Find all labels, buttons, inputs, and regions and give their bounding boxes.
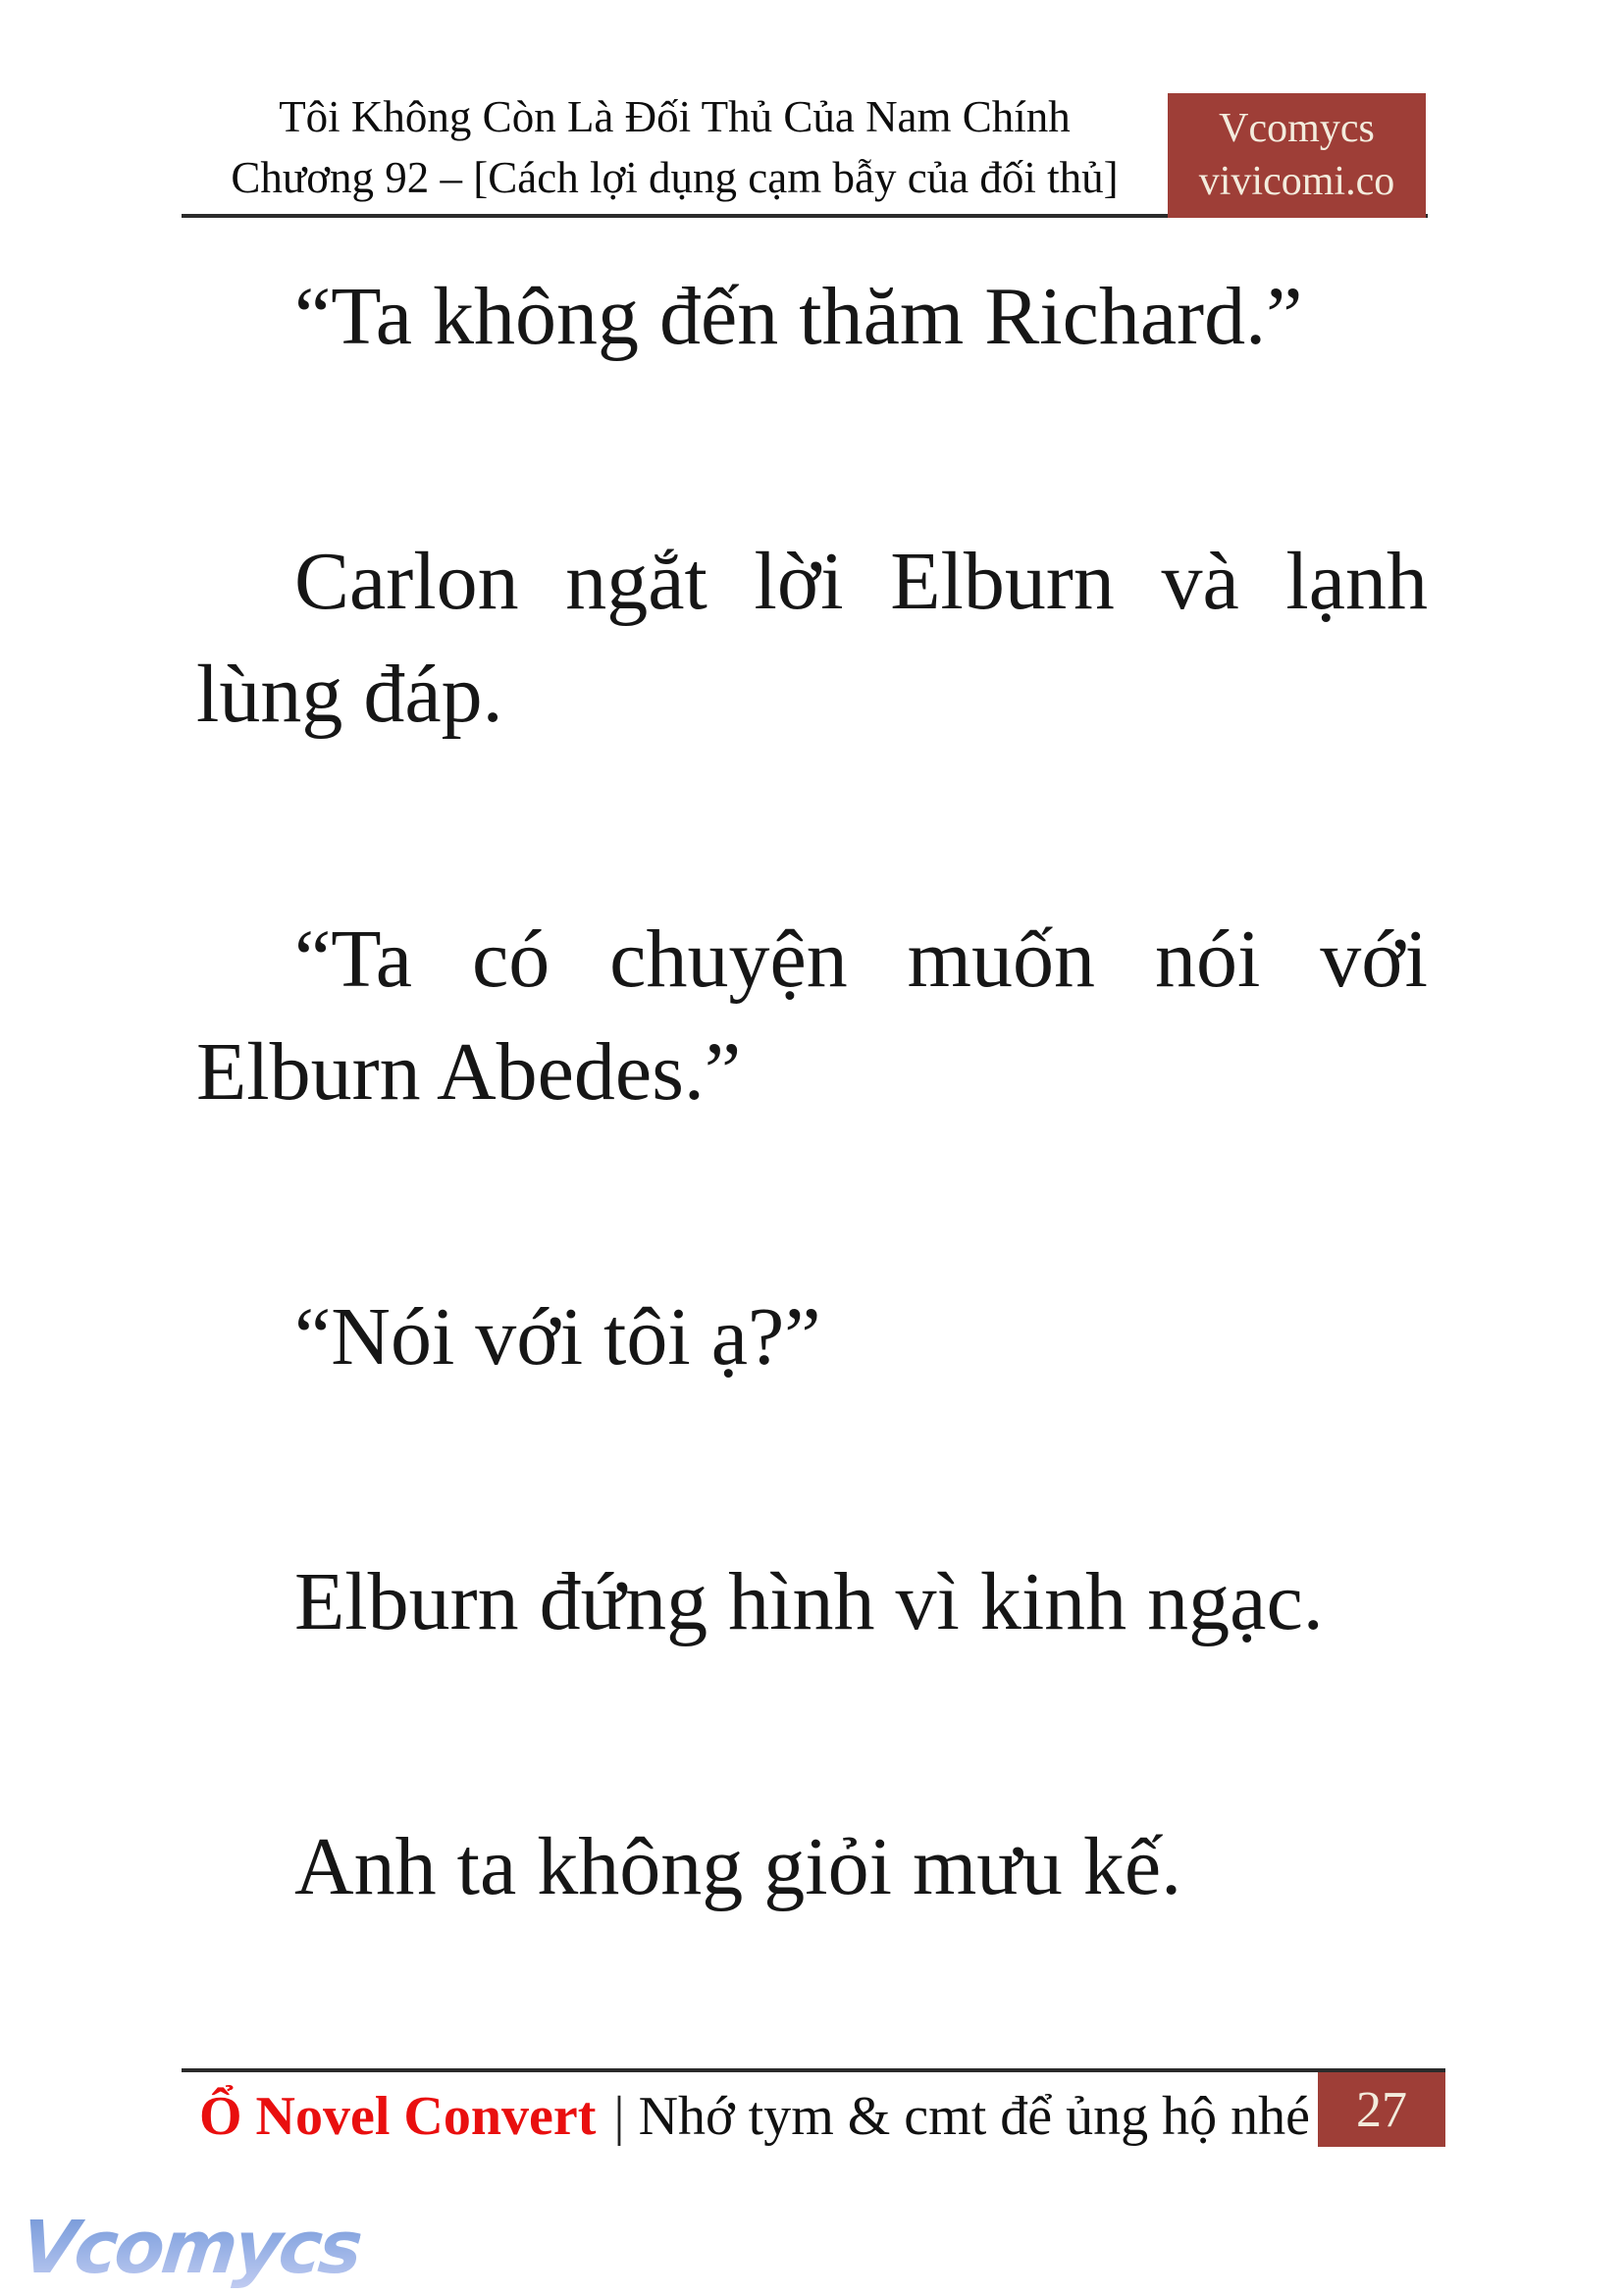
page-footer [196, 2086, 1310, 2147]
footer-divider [182, 2068, 1445, 2072]
header-title-line1: Tôi Không Còn Là Đối Thủ Của Nam Chính [279, 92, 1071, 141]
body-paragraph: Carlon ngắt lời Elburn và lạnh lùng đáp. [196, 536, 1428, 740]
body-paragraph: “Ta không đến thăm Richard.” [294, 271, 1303, 362]
header-chapter-line: Chương 92 – [Cách lợi dụng cạm bẫy của đối thủ] [231, 153, 1119, 202]
page-number: 27 [1356, 2081, 1407, 2138]
vcomycs-logo: Vcomycs [17, 2206, 364, 2290]
page-header [182, 86, 1168, 208]
body-paragraph: “Nói với tôi ạ?” [294, 1291, 821, 1382]
brand-box [1168, 93, 1426, 218]
chapter-body [196, 260, 1428, 2075]
footer-brand: Ổ Novel Convert [199, 2086, 597, 2147]
brand-name: Vcomycs [1219, 106, 1375, 151]
footer-note: Nhớ tym & cmt để ủng hộ nhé [638, 2086, 1310, 2147]
body-paragraph: Elburn đứng hình vì kinh ngạc. [294, 1556, 1324, 1647]
footer-separator: | [613, 2086, 625, 2147]
page-number-box [1318, 2072, 1445, 2147]
body-paragraph: Anh ta không giỏi mưu kế. [294, 1821, 1182, 1912]
body-paragraph: “Ta có chuyện muốn nói với Elburn Abedes.” [196, 913, 1428, 1118]
brand-site: vivicomi.co [1198, 159, 1395, 204]
